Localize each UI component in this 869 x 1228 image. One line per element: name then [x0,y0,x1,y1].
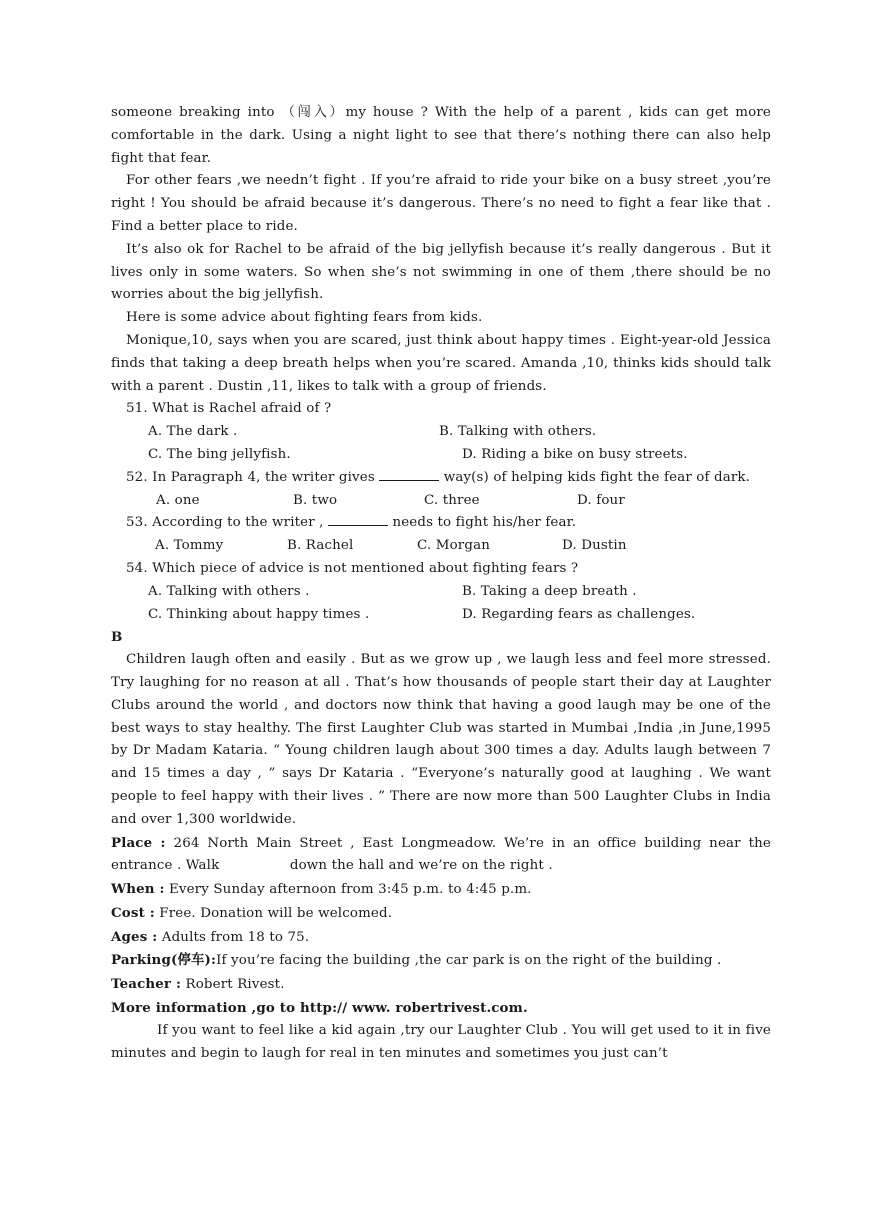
info-parking [111,949,771,973]
field-value: If you’re facing the building ,the car park is on the right of the building . [216,953,722,969]
option-c: C. Thinking about happy times . [148,606,370,622]
question-52-options [111,490,771,513]
question-54-options-row-1 [111,581,771,604]
info-ages [111,926,771,950]
option-a: A. Talking with others . [148,583,310,599]
option-a: A. Tommy [155,538,224,554]
paragraph: For other fears ,we needn’t fight . If you’re afraid to ride your bike on a busy street ,you’re right ! You should be afraid because it’s dangerous. There’s no need to fight a fear like that . Find a better place to ride. [111,173,771,234]
stem-prefix: 53. According to the writer , [126,515,324,531]
option-a: A. one [156,492,200,508]
field-label: Parking(停车): [111,952,217,969]
question-51-stem: 51. What is Rachel afraid of ? [126,401,332,417]
field-value: Robert Rivest. [185,977,285,993]
option-d: D. Regarding fears as challenges. [462,606,696,622]
option-a: A. The dark . [148,424,238,440]
paragraph: Monique,10, says when you are scared, just think about happy times . Eight-year-old Jessica finds that taking a deep breath helps when you’re scared. Amanda ,10, thinks kids should talk with a parent . Dustin ,11, likes to talk with a group of friends. [111,332,771,394]
question-53-stem [111,512,771,535]
field-value: Adults from 18 to 75. [161,929,310,945]
stem-suffix: way(s) of helping kids fight the fear of dark. [443,469,751,485]
question-54-stem: 54. Which piece of advice is not mentioned about fighting fears ? [126,560,579,576]
section-heading: B [111,629,123,646]
stem-suffix: needs to fight his/her fear. [392,515,577,531]
info-when [111,878,771,902]
option-b: B. Rachel [287,538,354,554]
stem-prefix: 52. In Paragraph 4, the writer gives [126,469,375,485]
question-53-options [111,535,771,558]
info-more: More information ,go to http:// www. robertrivest.com. [111,1000,528,1017]
info-place [111,832,776,879]
field-value: Free. Donation will be welcomed. [159,905,393,921]
question-51-options-row-1 [111,421,771,444]
info-cost [111,902,771,926]
document-body [111,102,776,1065]
option-d: D. Riding a bike on busy streets. [462,446,688,462]
field-label: Place : [111,834,166,851]
option-c: C. The bing jellyfish. [148,446,291,462]
field-label: Ages : [111,928,158,945]
field-value: 264 North Main Street , East Longmeadow. We’re in an office building near the entrance . Walk down the hall and we’re on the right . [111,835,776,874]
question-54-options-row-2 [111,604,771,627]
paragraph: Here is some advice about fighting fears from kids. [126,310,483,326]
field-label: When : [111,881,165,898]
paragraph: someone breaking into （闯入）my house ? With the help of a parent , kids can get more comfortable in the dark. Using a night light to see that there’s nothing there can also help fight that fear. [111,105,771,166]
answer-blank [328,513,388,526]
option-d: D. Dustin [562,538,627,554]
option-c: C. three [424,492,480,508]
paragraph: It’s also ok for Rachel to be afraid of the big jellyfish because it’s really dangerous . But it lives only in some waters. So when she’s not swimming in one of them ,there should be no worries about the big jellyfish. [111,241,771,303]
question-51-options-row-2 [111,444,771,467]
field-label: Teacher : [111,976,182,993]
option-b: B. Taking a deep breath . [462,583,637,599]
option-c: C. Morgan [417,538,490,554]
field-value: Every Sunday afternoon from 3:45 p.m. to 4:45 p.m. [168,882,532,898]
info-teacher [111,973,771,997]
answer-blank [379,468,439,481]
option-b: B. two [293,492,338,508]
paragraph: If you want to feel like a kid again ,try our Laughter Club . You will get used to it in five minutes and begin to laugh for real in ten minutes and sometimes you just can’t [111,1022,771,1061]
option-d: D. four [577,492,625,508]
field-label: Cost : [111,904,155,921]
paragraph: Children laugh often and easily . But as we grow up , we laugh less and feel more stressed. Try laughing for no reason at all . That’s how thousands of people start their day at Laughter Clubs around the world , and doctors now think that having a good laugh may be one of the best ways to stay healthy. The first Laughter Club was started in Mumbai ,India ,in June,1995 by Dr Madam Kataria. “ Young children laugh about 300 times a day. Adults laugh between 7 and 15 times a day , ” says Dr Kataria . “Everyone’s naturally good at laughing . We want people to feel happy with their lives . ” There are now more than 500 Laughter Clubs in India and over 1,300 worldwide. [111,652,771,827]
option-b: B. Talking with others. [439,424,597,440]
question-52-stem [111,467,771,490]
